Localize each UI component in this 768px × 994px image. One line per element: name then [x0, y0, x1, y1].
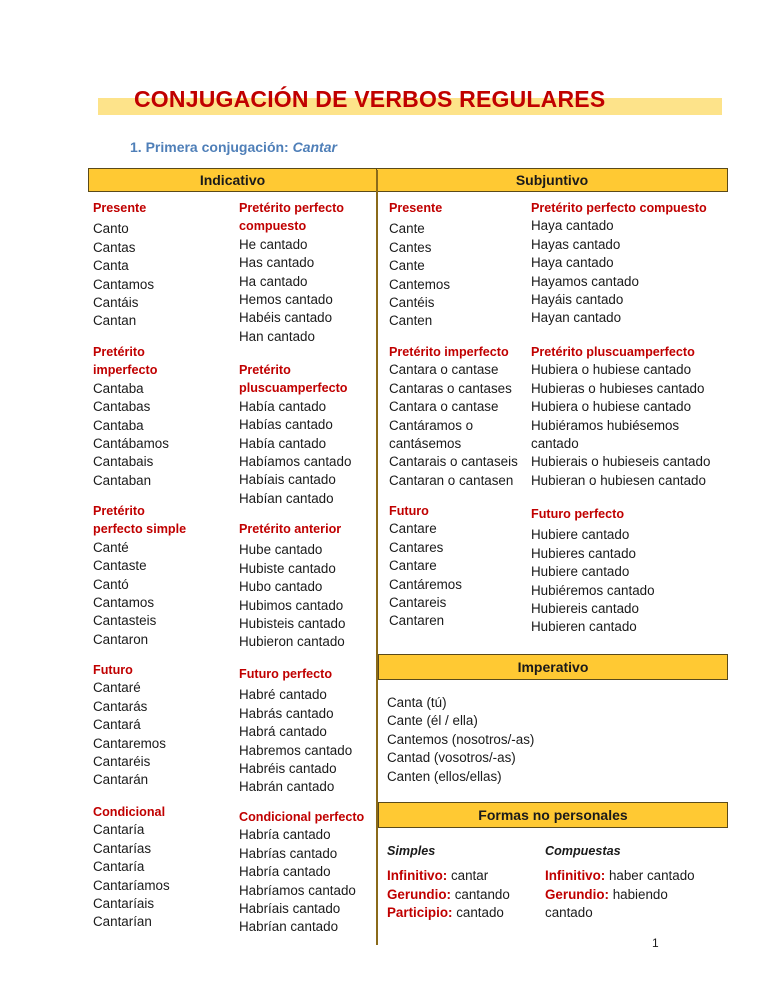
form: He cantado [239, 236, 308, 252]
formas-compuestas [545, 842, 695, 923]
form: Hubieras o hubieses cantado [531, 380, 705, 396]
form: Cantaban [93, 472, 152, 488]
tense-title: Pretérito [93, 345, 145, 359]
form: Hubieren cantado [531, 619, 637, 635]
form: Hayamos cantado [531, 273, 639, 289]
form: Habrían cantado [239, 919, 339, 935]
form: Haya cantado [531, 218, 614, 234]
form: Cantare [389, 521, 437, 537]
form: Habías cantado [239, 417, 333, 433]
form: Hubiste cantado [239, 560, 336, 576]
form: Hubiéremos cantado [531, 582, 655, 598]
form: Cantéis [389, 295, 435, 311]
form: Cantara o cantase [389, 362, 499, 378]
form: Cantaras o cantases [389, 380, 512, 396]
form: Hayas cantado [531, 236, 621, 252]
gerundio-label: Gerundio: [387, 886, 451, 902]
form: Cantáramos o [389, 417, 474, 433]
form: Cantares [389, 539, 444, 555]
form: Habíais cantado [239, 472, 336, 488]
form: cantado [531, 436, 579, 452]
tense-title: Presente [93, 201, 147, 215]
form: Cantarás [93, 698, 148, 714]
ind-futuro [93, 661, 166, 790]
form: Habrán cantado [239, 779, 335, 795]
imperativo-form: Canta (tú) [387, 695, 447, 710]
tense-title: Condicional perfecto [239, 810, 365, 824]
form: Habré cantado [239, 687, 327, 703]
form: Cantaríais [93, 896, 155, 912]
imperativo-label: Imperativo [517, 658, 589, 675]
form: Cantarías [93, 840, 152, 856]
sub-futuro-perfecto [531, 505, 655, 637]
participio-value: cantado [452, 905, 504, 921]
form: Habrá cantado [239, 724, 327, 740]
form: Cantaba [93, 417, 144, 433]
compuestas-gerundio-cont: cantado [545, 905, 593, 921]
form: Habría cantado [239, 827, 331, 843]
indicativo-label: Indicativo [199, 171, 266, 188]
compuestas-infinitivo [545, 867, 695, 885]
form: Cantareis [389, 595, 447, 611]
subjuntivo-header [376, 168, 728, 192]
form: Hubierais o hubieseis cantado [531, 454, 711, 470]
simples-gerundio [387, 886, 510, 904]
form: Hube cantado [239, 542, 323, 558]
form: Cantarían [93, 914, 152, 930]
form: Hubiere cantado [531, 527, 630, 543]
form: Hubieres cantado [531, 545, 636, 561]
gerundio-label: Gerundio: [545, 886, 609, 902]
tense-title: Futuro perfecto [531, 507, 625, 521]
indicativo-header [88, 168, 377, 192]
form: Hubiéramos hubiésemos [531, 417, 680, 433]
form: Canten [389, 313, 433, 329]
form: Cantemos [389, 276, 451, 292]
form: Han cantado [239, 328, 315, 344]
imperativo-header [378, 654, 728, 680]
sub-perfecto-compuesto [531, 199, 707, 328]
form: Hubisteis cantado [239, 616, 346, 632]
imperativo-form: Cante (él / ella) [387, 713, 478, 729]
subtitle-prefix: 1. Primera conjugación: [130, 139, 293, 155]
form: Hubiera o hubiese cantado [531, 399, 692, 415]
form: Habría cantado [239, 864, 331, 880]
form: Canto [93, 221, 129, 237]
form: Cantamos [93, 595, 155, 611]
simples-infinitivo [387, 867, 510, 885]
form: Habremos cantado [239, 742, 353, 758]
form: Cantarais o cantaseis [389, 454, 518, 470]
tense-title: Futuro perfecto [239, 667, 333, 681]
tense-title: Futuro [93, 663, 133, 677]
imperativo-form: Cantemos (nosotros/-as) [387, 731, 535, 747]
form: Hayan cantado [531, 310, 622, 326]
tense-title: Pretérito perfecto [239, 201, 344, 215]
gerundio-value: habiendo [608, 886, 668, 902]
form: Cantaría [93, 859, 145, 875]
form: Cantará [93, 717, 141, 733]
form: Cantaste [93, 558, 147, 574]
form: Cantáis [93, 295, 139, 311]
page-title: CONJUGACIÓN DE VERBOS REGULARES [134, 86, 606, 112]
form: Canté [93, 539, 129, 555]
form: Cantarán [93, 772, 149, 788]
section-subtitle [130, 137, 337, 157]
form: Habríamos cantado [239, 882, 356, 898]
form: Cantes [389, 239, 432, 255]
tense-title: Pretérito anterior [239, 522, 342, 536]
form: Cantáremos [389, 576, 462, 592]
form: Habíamos cantado [239, 454, 352, 470]
form: Cantaría [93, 822, 145, 838]
tense-title: perfecto simple [93, 522, 187, 537]
gerundio-value: cantando [450, 886, 510, 902]
imperativo-list [387, 694, 534, 786]
tense-title: compuesto [239, 219, 307, 234]
form: cantásemos [389, 436, 462, 452]
form: Habrás cantado [239, 705, 334, 721]
form: Hubimos cantado [239, 597, 344, 613]
form: Cantaba [93, 380, 144, 396]
formas-header [378, 802, 728, 828]
form: Cantaron [93, 631, 149, 647]
form: Cantabas [93, 399, 151, 415]
tense-title: Condicional [93, 805, 166, 819]
subtitle-verb: Cantar [292, 139, 337, 155]
form: Habéis cantado [239, 310, 333, 326]
sub-futuro [389, 502, 462, 631]
infinitivo-value: haber cantado [605, 868, 695, 884]
ind-imperfecto [93, 343, 169, 490]
ind-anterior [239, 520, 345, 652]
form: Hayáis cantado [531, 292, 624, 308]
ind-presente [93, 199, 154, 331]
form: Cante [389, 221, 425, 237]
form: Cantara o cantase [389, 399, 499, 415]
form: Hubiera o hubiese cantado [531, 362, 692, 378]
form: Cantan [93, 313, 137, 329]
simples-title: Simples [387, 844, 436, 858]
form: Cantábamos [93, 436, 169, 452]
form: Cantaren [389, 613, 445, 629]
form: Había cantado [239, 398, 327, 414]
subjuntivo-label: Subjuntivo [515, 171, 589, 188]
participio-label: Participio: [387, 905, 453, 921]
infinitivo-label: Infinitivo: [545, 868, 606, 884]
form: Habríais cantado [239, 901, 341, 917]
tense-title: imperfecto [93, 363, 158, 378]
ind-pluscuamperfecto [239, 361, 351, 508]
ind-perfecto-compuesto [239, 199, 344, 346]
form: Cantasteis [93, 613, 157, 629]
ind-condicional-perfecto [239, 808, 364, 937]
sub-imperfecto [389, 343, 518, 490]
tense-title: Futuro [389, 504, 429, 518]
form: Hubo cantado [239, 579, 323, 595]
formas-label: Formas no personales [478, 806, 628, 823]
ind-condicional [93, 803, 170, 932]
form: Cante [389, 258, 425, 274]
form: Habréis cantado [239, 761, 337, 777]
form: Cantas [93, 239, 136, 255]
form: Hubieron cantado [239, 634, 345, 650]
form: Habían cantado [239, 490, 334, 506]
form: Cantaran o cantasen [389, 472, 514, 488]
form: Cantabais [93, 454, 154, 470]
form: Había cantado [239, 435, 327, 451]
compuestas-gerundio [545, 886, 695, 904]
form: Has cantado [239, 255, 315, 271]
formas-simples [387, 842, 510, 923]
simples-participio [387, 904, 510, 922]
imperativo-form: Canten (ellos/ellas) [387, 768, 502, 784]
form: Habrías cantado [239, 845, 338, 861]
form: Canta [93, 258, 129, 274]
imperativo-form: Cantad (vosotros/-as) [387, 750, 516, 766]
tense-title: pluscuamperfecto [239, 381, 348, 396]
form: Cantó [93, 576, 129, 592]
tense-title: Pretérito [239, 363, 291, 377]
compuestas-title: Compuestas [545, 844, 621, 858]
tense-title: Pretérito perfecto compuesto [531, 201, 707, 215]
form: Hubieran o hubiesen cantado [531, 472, 706, 488]
form: Hubiereis cantado [531, 601, 639, 617]
sub-presente [389, 199, 450, 331]
form: Cantare [389, 558, 437, 574]
form: Cantamos [93, 276, 155, 292]
column-divider [376, 170, 378, 945]
form: Cantaré [93, 680, 141, 696]
form: Hubiere cantado [531, 564, 630, 580]
tense-title: Pretérito imperfecto [389, 345, 509, 359]
form: Cantaremos [93, 735, 166, 751]
tense-title: Pretérito pluscuamperfecto [531, 345, 695, 359]
ind-futuro-perfecto [239, 665, 352, 797]
tense-title: Pretérito [93, 504, 145, 518]
page-number: 1 [652, 936, 659, 950]
infinitivo-label: Infinitivo: [387, 868, 448, 884]
form: Haya cantado [531, 255, 614, 271]
sub-pluscuamperfecto [531, 343, 710, 490]
infinitivo-value: cantar [447, 868, 489, 884]
form: Hemos cantado [239, 292, 333, 308]
form: Cantaréis [93, 754, 151, 770]
form: Cantaríamos [93, 877, 170, 893]
ind-perfecto-simple [93, 502, 186, 649]
tense-title: Presente [389, 201, 443, 215]
form: Ha cantado [239, 273, 308, 289]
